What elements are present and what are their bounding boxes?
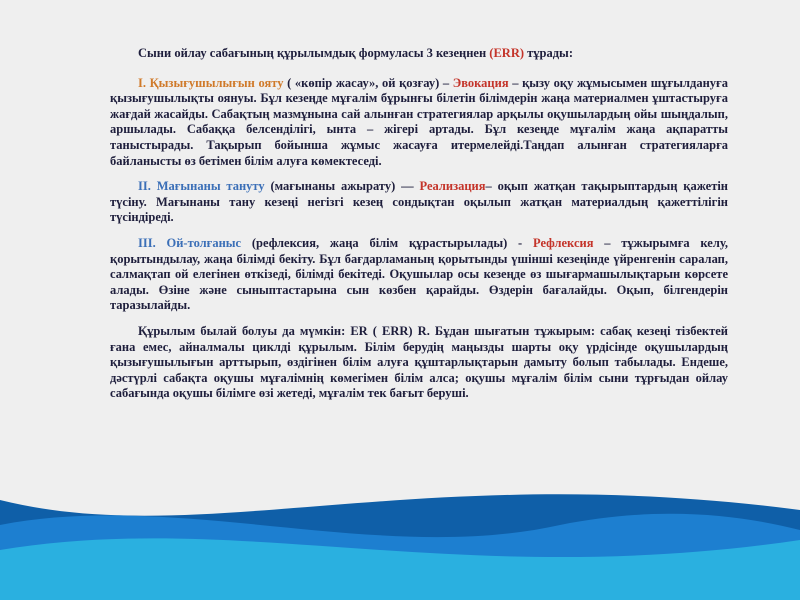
stage1-rest: – қызу оқу жұмысымен шұғылдануға қызығушылықты оянуы. Бұл кезеңде мұғалім бұрынғы білетін білімдерін жаңа материалмен ұштастыруға жағдай жасайды. Сабақтың мазмұнына сай алынған стратегиялар арқылы оқушылардың ойы шыңдалып, аршылады. Сабаққа белсенділігі, ынта – жігері артады. Бұл кезеңде мұғалім жаңа ақпаратты таныстырады. Тақырып бойынша жұмыс жасауға итермелейді.Таңдап алынған стратегияларға байланысты өз бетімен білім алуға көмектеседі. (110, 75, 728, 168)
intro-highlight: (ERR) (489, 46, 525, 60)
stage3-middle: (рефлексия, жаңа білім құрастырылады) - (241, 235, 533, 250)
conclusion-paragraph (110, 324, 728, 402)
conclusion-text: Құрылым былай болуы да мүмкін: ER ( ERR) R. Бұдан шығатын тұжырым: сабақ кезеңі тізбектей ғана емес, айналмалы циклді құрылым. Білім берудің маңызды шарты оқу үрдісінде оқушылардың қызығушылығын арттырып, өздігінен білім алуға құштарлықтарын дамыту болып табылады. Ендеше, дәстүрлі сабақта оқушы мұғалімнің көмегімен білім алса; оқушы мұғалім білім сыни тұрғыдан ойлау сабағында оқушы білімге өзі жетеді, мұғалім тек бағыт беруші. (110, 323, 728, 401)
stage3-term2: Рефлексия (532, 235, 594, 250)
stage2-term: Мағынаны тануту (156, 179, 265, 194)
stage1-paragraph (110, 76, 728, 170)
stage1-middle: ( «көпір жасау», ой қозғау) – (283, 75, 453, 90)
stage2-paragraph (110, 179, 728, 226)
stage3-term: Ой-толғаныс (166, 235, 242, 250)
stage2-term2: Реализация (419, 179, 486, 194)
stage2-rest: – оқып жатқан тақырыптардың қажетін түсіну. Мағынаны тану кезеңі негізгі кезең сондықтан оқылып жатқан материалдың қажеттілігін түсіндіреді. (110, 179, 729, 225)
stage2-middle: (мағынаны ажырату) — (264, 179, 420, 194)
stage1-term: Қызығушылығын ояту (149, 75, 284, 90)
stage1-term2: Эвокация (452, 75, 509, 90)
stage3-rest: – тұжырымға келу, қорытындылау, жаңа білімді бекіту. Бұл бағдарламаның қорытынды үшінші кезеңінде үйренгенін саралап, салмақтап ой елегінен өткізеді, білімді бекітеді. Оқушылар осы кезеңде өз шығармашылықтарын көрсете алады. Өзіне және сыныптастарына сын көзбен қарайды. Өздерін бағалайды. Оқып, білгендерін таразылайды. (110, 235, 728, 313)
intro-paragraph (110, 46, 728, 62)
intro-text: Сыни ойлау сабағының құрылымдық формуласы 3 кезеңнен (138, 46, 490, 60)
stage3-paragraph (110, 236, 728, 314)
stage3-number: III. (138, 235, 167, 250)
slide-text (110, 46, 728, 412)
intro-suffix: тұрады: (524, 46, 573, 60)
decorative-waves (0, 470, 800, 600)
stage2-number: II. (138, 179, 157, 194)
stage1-number: I. (138, 75, 150, 90)
